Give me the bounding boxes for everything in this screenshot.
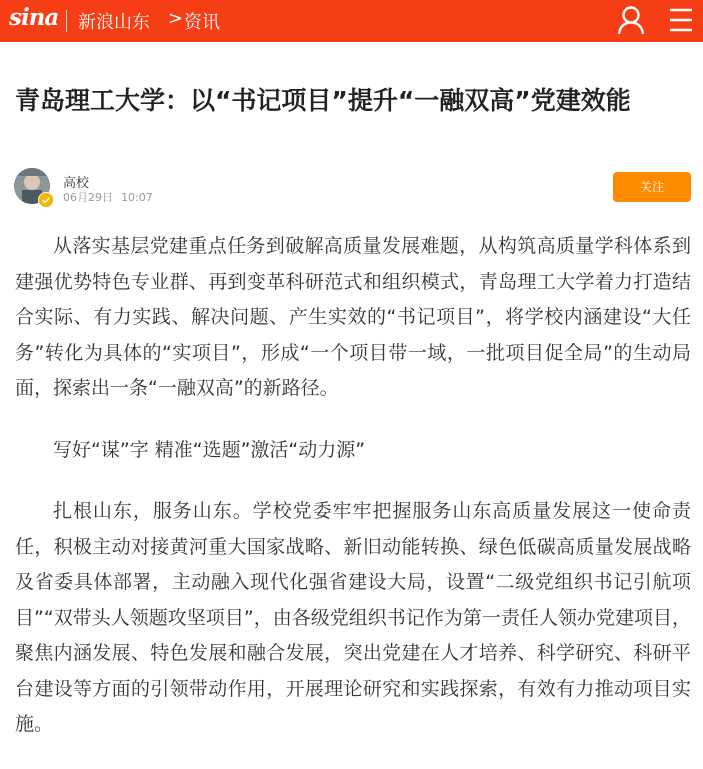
author-name[interactable]: 高校 [63,176,90,191]
breadcrumb-arrow-icon: > [168,8,184,29]
menu-icon[interactable] [669,8,693,32]
article-paragraph: 从落实基层党建重点任务到破解高质量发展难题，从构筑高质量学科体系到建强优势特色专业群、再到变革科研范式和组织模式，青岛理工大学着力打造结合实际、有力实践、解决问题、产生实效的“书记项目”，将学校内涵建设“大任务”转化为具体的“实项目”，形成“一个项目带一域，一批项目促全局”的生动局面，探索出一条“一融双高”的新路径。 [15,235,691,399]
publish-meta [63,189,153,205]
publish-date: 06月29日 [63,191,113,204]
article-subheading: 写好“谋”字 精准“选题”激活“动力源” [53,438,366,461]
verified-badge-icon [38,192,54,208]
channel-link[interactable]: 新浪山东 [78,12,150,33]
article-title: 青岛理工大学：以“书记项目”提升“一融双高”党建效能 [15,86,631,115]
user-icon[interactable] [617,5,645,35]
top-navigation-bar [0,0,703,42]
follow-button[interactable]: 关注 [613,172,691,202]
article-body [15,229,691,769]
publish-time: 10:07 [121,191,153,204]
breadcrumb-news[interactable]: 资讯 [184,12,220,33]
article-paragraph: 扎根山东，服务山东。学校党委牢牢把握服务山东高质量发展这一使命责任，积极主动对接黄河重大国家战略、新旧动能转换、绿色低碳高质量发展战略及省委具体部署，主动融入现代化强省建设大局，设置“二级党组织书记引航项目”“双带头人领题攻坚项目”，由各级党组织书记作为第一责任人领办党建项目，聚焦内涵发展、特色发展和融合发展，突出党建在人才培养、科学研究、科研平台建设等方面的引领带动作用，开展理论研究和实践探索，有效有力推动项目实施。 [15,500,691,735]
logo-text: sina [9,4,59,31]
header-divider [66,10,67,32]
sina-logo[interactable] [9,4,58,31]
